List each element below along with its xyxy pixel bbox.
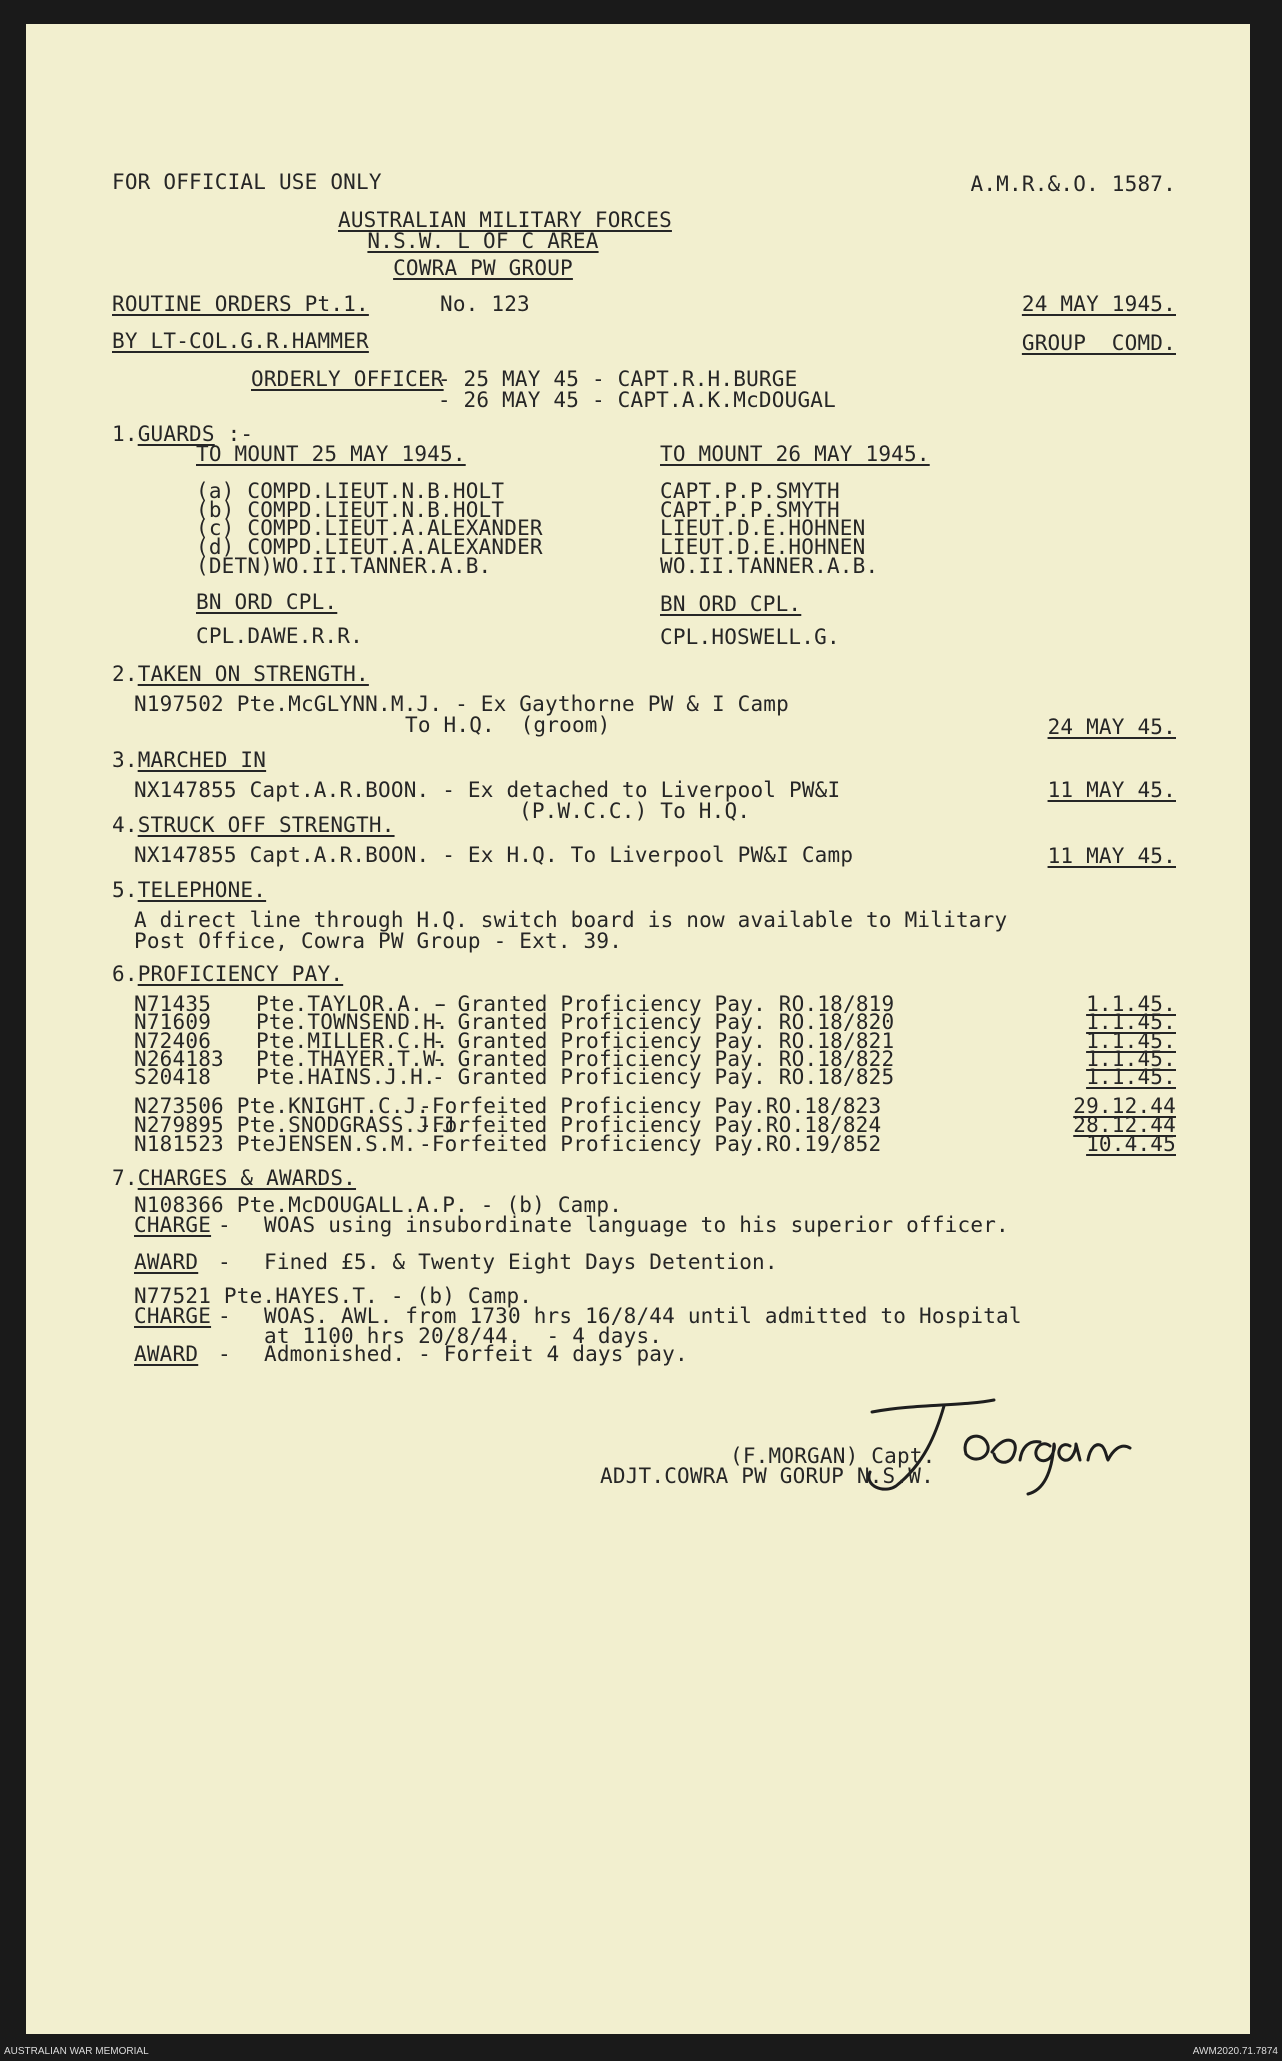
award-1-dash: - [218, 1250, 231, 1274]
sos-line-1: NX147855 Capt.A.R.BOON. - Ex H.Q. To Liverpool PW&I Camp [134, 843, 854, 867]
guard-right-b: CAPT.P.P.SMYTH [660, 498, 840, 522]
telephone-line-2: Post Office, Cowra PW Group - Ext. 39. [134, 929, 623, 953]
charge-2-text-2: at 1100 hrs 20/8/44. - 4 days. [264, 1324, 663, 1348]
pay-date: 10.4.45 [1086, 1132, 1176, 1156]
soldier-name: Pte.THAYER.T.W. [256, 1047, 449, 1071]
marched-in-line-1: NX147855 Capt.A.R.BOON. - Ex detached to Liverpool PW&I [134, 778, 841, 802]
section-number: 2. [112, 662, 138, 686]
marched-in-date: 11 MAY 45. [1047, 778, 1176, 802]
soldier-entry: N279895 Pte.SNODGRASS.J.J. [134, 1113, 468, 1137]
orderly-officer-line-2: - 26 MAY 45 - CAPT.A.K.McDOUGAL [425, 388, 836, 412]
pay-date: 1.1.45. [1086, 992, 1176, 1016]
tos-line-1: N197502 Pte.McGLYNN.M.J. - Ex Gaythorne PW & I Camp [134, 692, 789, 716]
pay-detail: -Forfeited Proficiency Pay.RO.19/852 [419, 1132, 882, 1156]
award-1-label: AWARD [134, 1250, 199, 1274]
section-number: 6. [112, 962, 138, 986]
guard-right-a: CAPT.P.P.SMYTH [660, 479, 840, 503]
pay-detail: - Granted Proficiency Pay. RO.18/821 [432, 1029, 895, 1053]
guard-left-b: (b) COMPD.LIEUT.N.B.HOLT [196, 498, 505, 522]
charge-1-text: WOAS using insubordinate language to his superior officer. [264, 1213, 1009, 1237]
bn-ord-cpl-left-label: BN ORD CPL. [196, 590, 338, 614]
marched-in-line-2: (P.W.C.C.) To H.Q. [519, 799, 751, 823]
section-suffix: :- [214, 422, 254, 446]
service-number: N71609 [134, 1010, 212, 1034]
pay-detail: - Granted Proficiency Pay. RO.18/820 [432, 1010, 895, 1034]
award-2-label: AWARD [134, 1342, 199, 1366]
section-struck-off-strength [112, 813, 395, 838]
order-reference: A.M.R.&.O. 1587. [970, 172, 1176, 196]
orderly-officer-line-1: - 25 MAY 45 - CAPT.R.H.BURGE [425, 367, 798, 391]
soldier-entry: N181523 PteJENSEN.S.M. [134, 1132, 417, 1156]
guard-right-d: LIEUT.D.E.HOHNEN [660, 535, 866, 559]
section-title: GUARDS [137, 422, 215, 446]
guard-right-detn: WO.II.TANNER.A.B. [660, 554, 879, 578]
orderly-officer-label: ORDERLY OFFICER [251, 367, 444, 391]
bn-ord-cpl-left: CPL.DAWE.R.R. [196, 624, 363, 648]
charge-1-label: CHARGE [134, 1213, 212, 1237]
charge-2-text-1: WOAS. AWL. from 1730 hrs 16/8/44 until admitted to Hospital [264, 1304, 1022, 1328]
charge-1-soldier: N108366 Pte.McDOUGALL.A.P. - (b) Camp. [134, 1193, 623, 1217]
award-2-text: Admonished. - Forfeit 4 days pay. [264, 1342, 688, 1366]
section-taken-on-strength [112, 662, 369, 687]
guard-left-d: (d) COMPD.LIEUT.A.ALEXANDER [196, 535, 543, 559]
service-number: N72406 [134, 1029, 212, 1053]
tos-line-2: To H.Q. (groom) [405, 713, 611, 737]
bn-ord-cpl-right-label: BN ORD CPL. [660, 592, 802, 616]
order-number: No. 123 [440, 292, 530, 316]
section-title: CHARGES & AWARDS. [137, 1166, 357, 1190]
classification-label: FOR OFFICIAL USE ONLY [112, 170, 382, 194]
section-title: PROFICIENCY PAY. [137, 962, 344, 986]
section-telephone [112, 878, 266, 903]
telephone-line-1: A direct line through H.Q. switch board is now available to Military [134, 908, 1008, 932]
pay-detail: - Granted Proficiency Pay. RO.18/825 [432, 1065, 895, 1089]
award-2-dash: - [218, 1342, 231, 1366]
section-number: 5. [112, 878, 138, 902]
service-number: N71435 [134, 992, 212, 1016]
pay-date: 1.1.45. [1086, 1047, 1176, 1071]
service-number: N264183 [134, 1047, 224, 1071]
title-line-1: AUSTRALIAN MILITARY FORCES [338, 208, 672, 232]
pay-date: 1.1.45. [1086, 1010, 1176, 1034]
guards-right-heading: TO MOUNT 26 MAY 1945. [660, 442, 930, 466]
charge-2-soldier: N77521 Pte.HAYES.T. - (b) Camp. [134, 1284, 533, 1308]
title-line-3: COWRA PW GROUP [393, 256, 573, 280]
section-number: 3. [112, 748, 138, 772]
pay-detail: - Granted Proficiency Pay. RO.18/819 [432, 992, 895, 1016]
section-number: 1. [112, 422, 138, 446]
charge-2-dash: - [218, 1304, 231, 1328]
guard-left-c: (c) COMPD.LIEUT.A.ALEXANDER [196, 516, 543, 540]
issued-by: BY LT-COL.G.R.HAMMER [112, 329, 369, 353]
guard-left-a: (a) COMPD.LIEUT.N.B.HOLT [196, 479, 505, 503]
pay-detail: -Forfeited Proficiency Pay.RO.18/823 [419, 1094, 882, 1118]
soldier-name: Pte.TOWNSEND.H. [256, 1010, 449, 1034]
soldier-entry: N273506 Pte.KNIGHT.C.J. [134, 1094, 430, 1118]
section-title: MARCHED IN [137, 748, 267, 772]
pay-date: 1.1.45. [1086, 1029, 1176, 1053]
section-marched-in [112, 748, 266, 773]
guard-right-c: LIEUT.D.E.HOHNEN [660, 516, 866, 540]
sos-date: 11 MAY 45. [1047, 844, 1176, 868]
guard-left-detn: (DETN)WO.II.TANNER.A.B. [196, 554, 492, 578]
charge-2-label: CHARGE [134, 1304, 212, 1328]
section-proficiency-pay [112, 962, 343, 987]
service-number: S20418 [134, 1065, 212, 1089]
section-number: 4. [112, 813, 138, 837]
pay-date: 28.12.44 [1073, 1113, 1176, 1137]
soldier-name: Pte.MILLER.C.H. [256, 1029, 449, 1053]
section-charges-awards [112, 1166, 356, 1191]
signatory-title: ADJT.COWRA PW GORUP N.S.W. [600, 1464, 934, 1488]
bn-ord-cpl-right: CPL.HOSWELL.G. [660, 625, 840, 649]
soldier-name: Pte.HAINS.J.H. [256, 1065, 436, 1089]
tos-date: 24 MAY 45. [1047, 715, 1176, 739]
order-date: 24 MAY 1945. [1021, 292, 1176, 316]
award-1-text: Fined £5. & Twenty Eight Days Detention. [264, 1250, 778, 1274]
guards-left-heading: TO MOUNT 25 MAY 1945. [196, 442, 466, 466]
charge-1-dash: - [218, 1213, 231, 1237]
pay-detail: -Forfeited Proficiency Pay.RO.18/824 [419, 1113, 882, 1137]
pay-detail: - Granted Proficiency Pay. RO.18/822 [432, 1047, 895, 1071]
footer-accession: AWM2020.71.7874 [1192, 2046, 1278, 2057]
title-line-2: N.S.W. L OF C AREA [367, 229, 599, 253]
section-title: STRUCK OFF STRENGTH. [137, 813, 395, 837]
footer-source: AUSTRALIAN WAR MEMORIAL [4, 2046, 149, 2057]
section-title: TELEPHONE. [137, 878, 267, 902]
pay-date: 1.1.45. [1086, 1065, 1176, 1089]
soldier-name: Pte.TAYLOR.A. - [256, 992, 449, 1016]
section-number: 7. [112, 1166, 138, 1190]
document-page [26, 24, 1250, 2034]
section-title: TAKEN ON STRENGTH. [137, 662, 369, 686]
group-comd: GROUP COMD. [1021, 331, 1176, 355]
routine-orders-label: ROUTINE ORDERS Pt.1. [112, 292, 369, 316]
signatory-name: (F.MORGAN) Capt. [730, 1444, 936, 1468]
pay-date: 29.12.44 [1073, 1094, 1176, 1118]
